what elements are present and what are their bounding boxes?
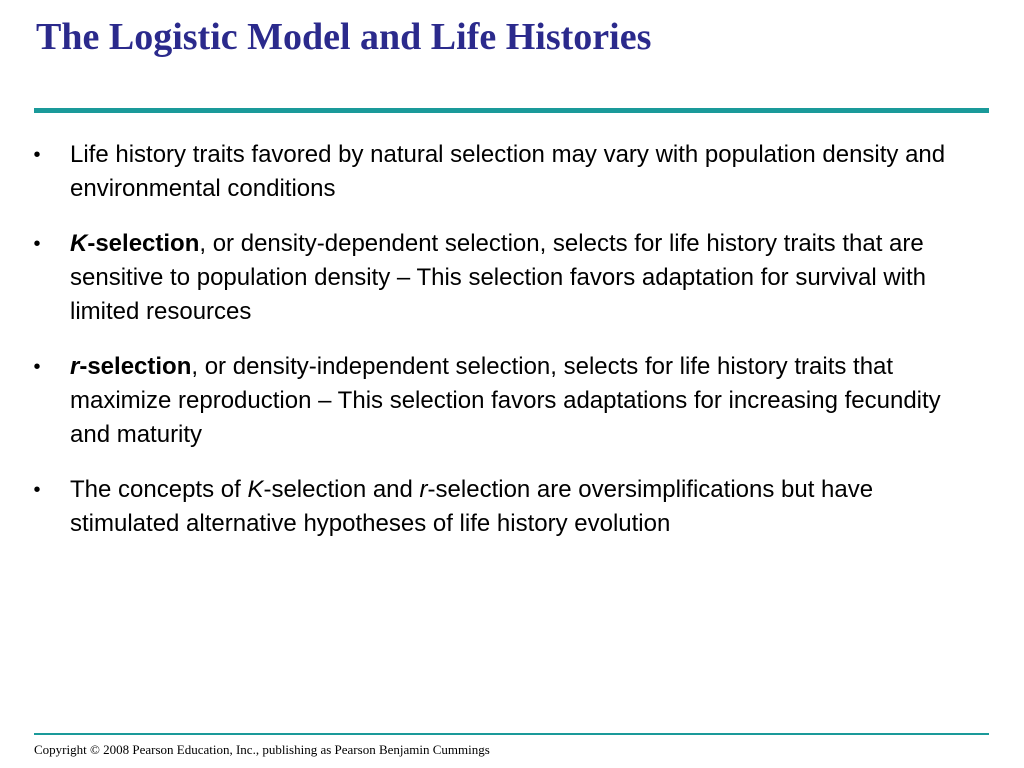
- term-k-letter: K: [70, 230, 88, 257]
- term-r-letter: r: [70, 353, 80, 380]
- bullet-item-3: [30, 350, 970, 452]
- bullet-text: Life history traits favored by natural selection may vary with population density and environmental conditions: [70, 141, 946, 202]
- bullet-item-2: [30, 227, 970, 329]
- copyright-footer: Copyright © 2008 Pearson Education, Inc., publishing as Pearson Benjamin Cummings: [34, 742, 490, 757]
- bullet-dot: •: [33, 479, 41, 501]
- bullet-text-part3: -selection are oversimplifications but have stimulated alternative hypotheses of life history evolution: [70, 476, 874, 537]
- footer-divider: [34, 733, 989, 735]
- bullet-text-part1: The concepts of: [70, 476, 248, 503]
- k-letter: K: [247, 476, 264, 503]
- bullet-dot: •: [33, 356, 41, 378]
- bullet-dot: •: [33, 233, 41, 255]
- slide-title: The Logistic Model and Life Histories: [36, 16, 652, 58]
- term-k-selection: -selection: [87, 230, 200, 257]
- bullet-text: , or density-dependent selection, selects for life history traits that are sensitive to population density – This selection favors adaptation for survival with limited resources: [70, 230, 927, 325]
- bullet-text-part2: -selection and: [263, 476, 420, 503]
- r-letter: r: [419, 476, 428, 503]
- bullet-item-4: [30, 473, 970, 541]
- title-divider: [34, 108, 989, 113]
- term-r-selection: -selection: [79, 353, 192, 380]
- bullet-dot: •: [33, 144, 41, 166]
- bullet-item-1: [30, 138, 970, 206]
- bullet-list: [30, 138, 970, 562]
- bullet-text: , or density-independent selection, selects for life history traits that maximize reproduction – This selection favors adaptations for increasing fecundity and maturity: [70, 353, 941, 448]
